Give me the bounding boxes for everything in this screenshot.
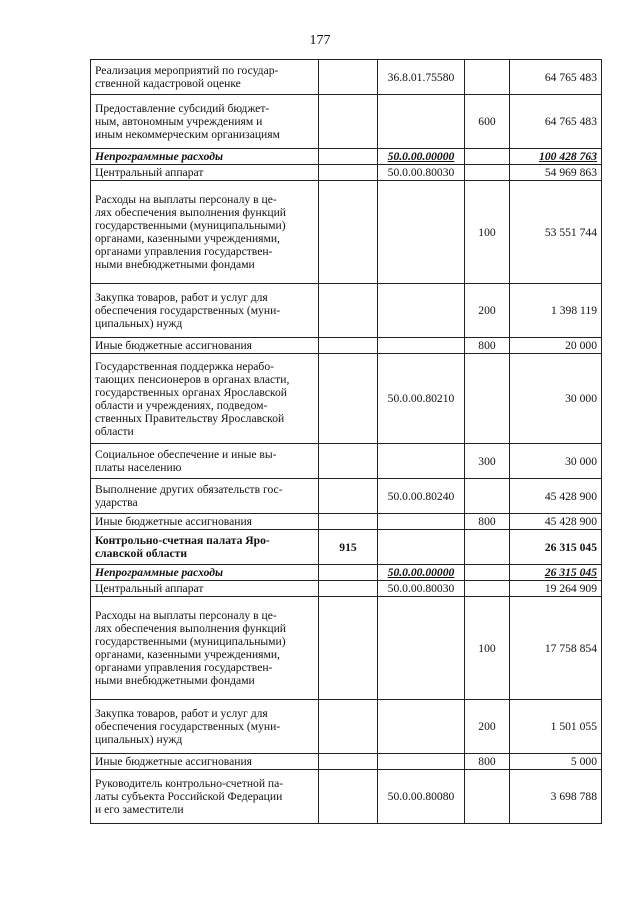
department-code-cell <box>319 581 378 597</box>
amount-cell <box>510 338 602 354</box>
target-code-cell <box>378 338 465 354</box>
amount-cell <box>510 565 602 581</box>
expense-type-cell <box>465 444 510 479</box>
expense-type-cell <box>465 165 510 181</box>
expense-name-cell <box>91 181 319 284</box>
expense-type-cell <box>465 149 510 165</box>
amount-text: 100 428 763 <box>539 150 597 163</box>
department-code-cell <box>319 514 378 530</box>
department-code-cell <box>319 444 378 479</box>
expense-name-text: Государственная поддержка нерабо- тающих пенсионеров в органах власти, государственных органах Ярославской области и учреждениях, подведом- ственных Правительству Ярославской области <box>95 359 290 438</box>
target-code-text: 36.8.01.75580 <box>387 70 455 84</box>
department-code-cell <box>319 597 378 700</box>
expense-type-cell <box>465 354 510 444</box>
amount-text: 53 551 744 <box>544 225 597 239</box>
target-code-cell <box>378 181 465 284</box>
department-code-cell <box>319 284 378 338</box>
table-row <box>91 165 602 181</box>
department-code-cell <box>319 149 378 165</box>
amount-text: 64 765 483 <box>544 70 597 84</box>
target-code-cell <box>378 149 465 165</box>
expense-name-text: Расходы на выплаты персоналу в це- лях обеспечения выполнения функций государственными (муниципальными) органами, казенными учреждениями, органами управления государствен- ными внебюджетными фондами <box>95 193 286 271</box>
target-code-text: 50.0.00.80080 <box>387 790 455 803</box>
department-code-cell <box>319 770 378 824</box>
expense-type-text: 600 <box>478 115 496 128</box>
target-code-cell <box>378 165 465 181</box>
department-code-cell <box>319 479 378 514</box>
table-row <box>91 565 602 581</box>
amount-cell <box>510 581 602 597</box>
expense-name-cell <box>91 479 319 514</box>
target-code-cell <box>378 581 465 597</box>
amount-text: 30 000 <box>565 454 597 468</box>
expense-type-cell <box>465 181 510 284</box>
expense-type-text: 100 <box>478 641 496 655</box>
amount-cell <box>510 149 602 165</box>
expense-type-cell <box>465 565 510 581</box>
amount-text: 26 315 045 <box>544 540 597 554</box>
table-row <box>91 514 602 530</box>
target-code-text: 50.0.00.80240 <box>387 489 455 503</box>
amount-text: 26 315 045 <box>544 566 597 579</box>
target-code-cell <box>378 530 465 565</box>
target-code-cell <box>378 284 465 338</box>
amount-cell <box>510 597 602 700</box>
expense-type-cell <box>465 530 510 565</box>
target-code-cell <box>378 60 465 95</box>
expense-type-text: 100 <box>478 225 496 239</box>
expense-type-cell <box>465 60 510 95</box>
target-code-cell <box>378 754 465 770</box>
table-row <box>91 530 602 565</box>
expense-type-cell <box>465 581 510 597</box>
expense-name-text: Предоставление субсидий бюджет- ным, автономным учреждениям и иным некоммерческим организациям <box>95 102 280 141</box>
amount-text: 3 698 788 <box>550 790 597 803</box>
amount-cell <box>510 95 602 149</box>
target-code-cell <box>378 95 465 149</box>
expense-name-cell <box>91 581 319 597</box>
amount-text: 1 398 119 <box>551 304 597 317</box>
expense-name-cell <box>91 565 319 581</box>
target-code-text: 50.0.00.80210 <box>387 392 455 405</box>
target-code-cell <box>378 700 465 754</box>
amount-text: 20 000 <box>565 339 597 352</box>
amount-cell <box>510 530 602 565</box>
expense-name-cell <box>91 354 319 444</box>
expense-type-cell <box>465 514 510 530</box>
expense-type-cell <box>465 700 510 754</box>
department-code-cell <box>319 95 378 149</box>
table-row <box>91 444 602 479</box>
target-code-cell <box>378 479 465 514</box>
expense-type-text: 300 <box>478 454 496 468</box>
department-code-cell <box>319 338 378 354</box>
expense-name-cell <box>91 530 319 565</box>
amount-text: 64 765 483 <box>544 115 597 128</box>
amount-text: 1 501 055 <box>550 720 597 733</box>
table-row <box>91 354 602 444</box>
target-code-cell <box>378 565 465 581</box>
amount-cell <box>510 165 602 181</box>
expense-name-text: Закупка товаров, работ и услуг для обеспечения государственных (муни- ципальных) нужд <box>95 291 281 330</box>
budget-table-body <box>91 60 602 824</box>
table-row <box>91 95 602 149</box>
amount-text: 5 000 <box>570 755 597 768</box>
expense-name-cell <box>91 597 319 700</box>
expense-type-cell <box>465 597 510 700</box>
expense-name-text: Расходы на выплаты персоналу в це- лях обеспечения выполнения функций государственными (муниципальными) органами, казенными учреждениями, органами управления государствен- ными внебюджетными фондами <box>95 609 286 687</box>
expense-name-text: Центральный аппарат <box>95 582 204 595</box>
expense-name-cell <box>91 165 319 181</box>
expense-type-cell <box>465 770 510 824</box>
expense-type-text: 800 <box>478 515 496 528</box>
department-code-text: 915 <box>339 540 357 554</box>
expense-name-cell <box>91 770 319 824</box>
amount-text: 45 428 900 <box>544 515 597 528</box>
amount-text: 17 758 854 <box>544 641 597 655</box>
expense-type-cell <box>465 754 510 770</box>
target-code-text: 50.0.00.80030 <box>387 166 455 179</box>
expense-name-text: Иные бюджетные ассигнования <box>95 515 252 528</box>
expense-name-cell <box>91 700 319 754</box>
table-row <box>91 338 602 354</box>
amount-cell <box>510 284 602 338</box>
expense-name-cell <box>91 95 319 149</box>
department-code-cell <box>319 60 378 95</box>
amount-text: 45 428 900 <box>544 489 597 503</box>
target-code-cell <box>378 444 465 479</box>
amount-cell <box>510 754 602 770</box>
expense-name-text: Социальное обеспечение и иные вы- платы населению <box>95 448 277 474</box>
expense-type-text: 800 <box>478 339 496 352</box>
table-row <box>91 60 602 95</box>
expense-type-cell <box>465 284 510 338</box>
target-code-cell <box>378 597 465 700</box>
amount-cell <box>510 354 602 444</box>
amount-cell <box>510 181 602 284</box>
expense-type-cell <box>465 479 510 514</box>
expense-name-cell <box>91 444 319 479</box>
table-row <box>91 581 602 597</box>
table-row <box>91 149 602 165</box>
department-code-cell <box>319 354 378 444</box>
target-code-text: 50.0.00.00000 <box>387 150 455 163</box>
expense-name-text: Непрограммные расходы <box>95 566 224 579</box>
table-row <box>91 700 602 754</box>
amount-cell <box>510 479 602 514</box>
department-code-cell <box>319 700 378 754</box>
table-row <box>91 770 602 824</box>
expense-type-cell <box>465 338 510 354</box>
expense-type-text: 200 <box>478 304 496 317</box>
amount-cell <box>510 514 602 530</box>
amount-text: 30 000 <box>565 392 597 405</box>
amount-cell <box>510 700 602 754</box>
expense-name-cell <box>91 149 319 165</box>
expense-type-text: 200 <box>478 720 496 733</box>
budget-table <box>90 59 602 824</box>
department-code-cell <box>319 165 378 181</box>
target-code-cell <box>378 354 465 444</box>
department-code-cell <box>319 181 378 284</box>
expense-name-text: Центральный аппарат <box>95 166 204 179</box>
table-row <box>91 479 602 514</box>
expense-name-text: Контрольно-счетная палата Яро- славской области <box>95 534 270 560</box>
expense-name-text: Руководитель контрольно-счетной па- латы субъекта Российской Федерации и его заместители <box>95 777 284 816</box>
expense-name-text: Иные бюджетные ассигнования <box>95 339 252 352</box>
target-code-cell <box>378 514 465 530</box>
amount-cell <box>510 60 602 95</box>
expense-name-text: Выполнение других обязательств гос- ударства <box>95 483 283 509</box>
page-number: 177 <box>309 33 331 48</box>
table-row <box>91 754 602 770</box>
expense-type-cell <box>465 95 510 149</box>
target-code-text: 50.0.00.00000 <box>387 566 455 579</box>
department-code-cell <box>319 530 378 565</box>
expense-name-cell <box>91 284 319 338</box>
amount-text: 19 264 909 <box>544 582 597 595</box>
expense-name-cell <box>91 60 319 95</box>
expense-name-cell <box>91 338 319 354</box>
expense-name-cell <box>91 754 319 770</box>
expense-name-text: Реализация мероприятий по государ- ственной кадастровой оценке <box>95 64 279 90</box>
expense-name-text: Иные бюджетные ассигнования <box>95 755 252 768</box>
expense-type-text: 800 <box>478 755 496 768</box>
amount-text: 54 969 863 <box>544 166 597 179</box>
target-code-text: 50.0.00.80030 <box>387 582 455 595</box>
table-row <box>91 284 602 338</box>
amount-cell <box>510 770 602 824</box>
table-row <box>91 181 602 284</box>
department-code-cell <box>319 754 378 770</box>
table-row <box>91 597 602 700</box>
expense-name-text: Закупка товаров, работ и услуг для обеспечения государственных (муни- ципальных) нужд <box>95 707 281 746</box>
target-code-cell <box>378 770 465 824</box>
expense-name-text: Непрограммные расходы <box>95 150 224 163</box>
expense-name-cell <box>91 514 319 530</box>
department-code-cell <box>319 565 378 581</box>
amount-cell <box>510 444 602 479</box>
